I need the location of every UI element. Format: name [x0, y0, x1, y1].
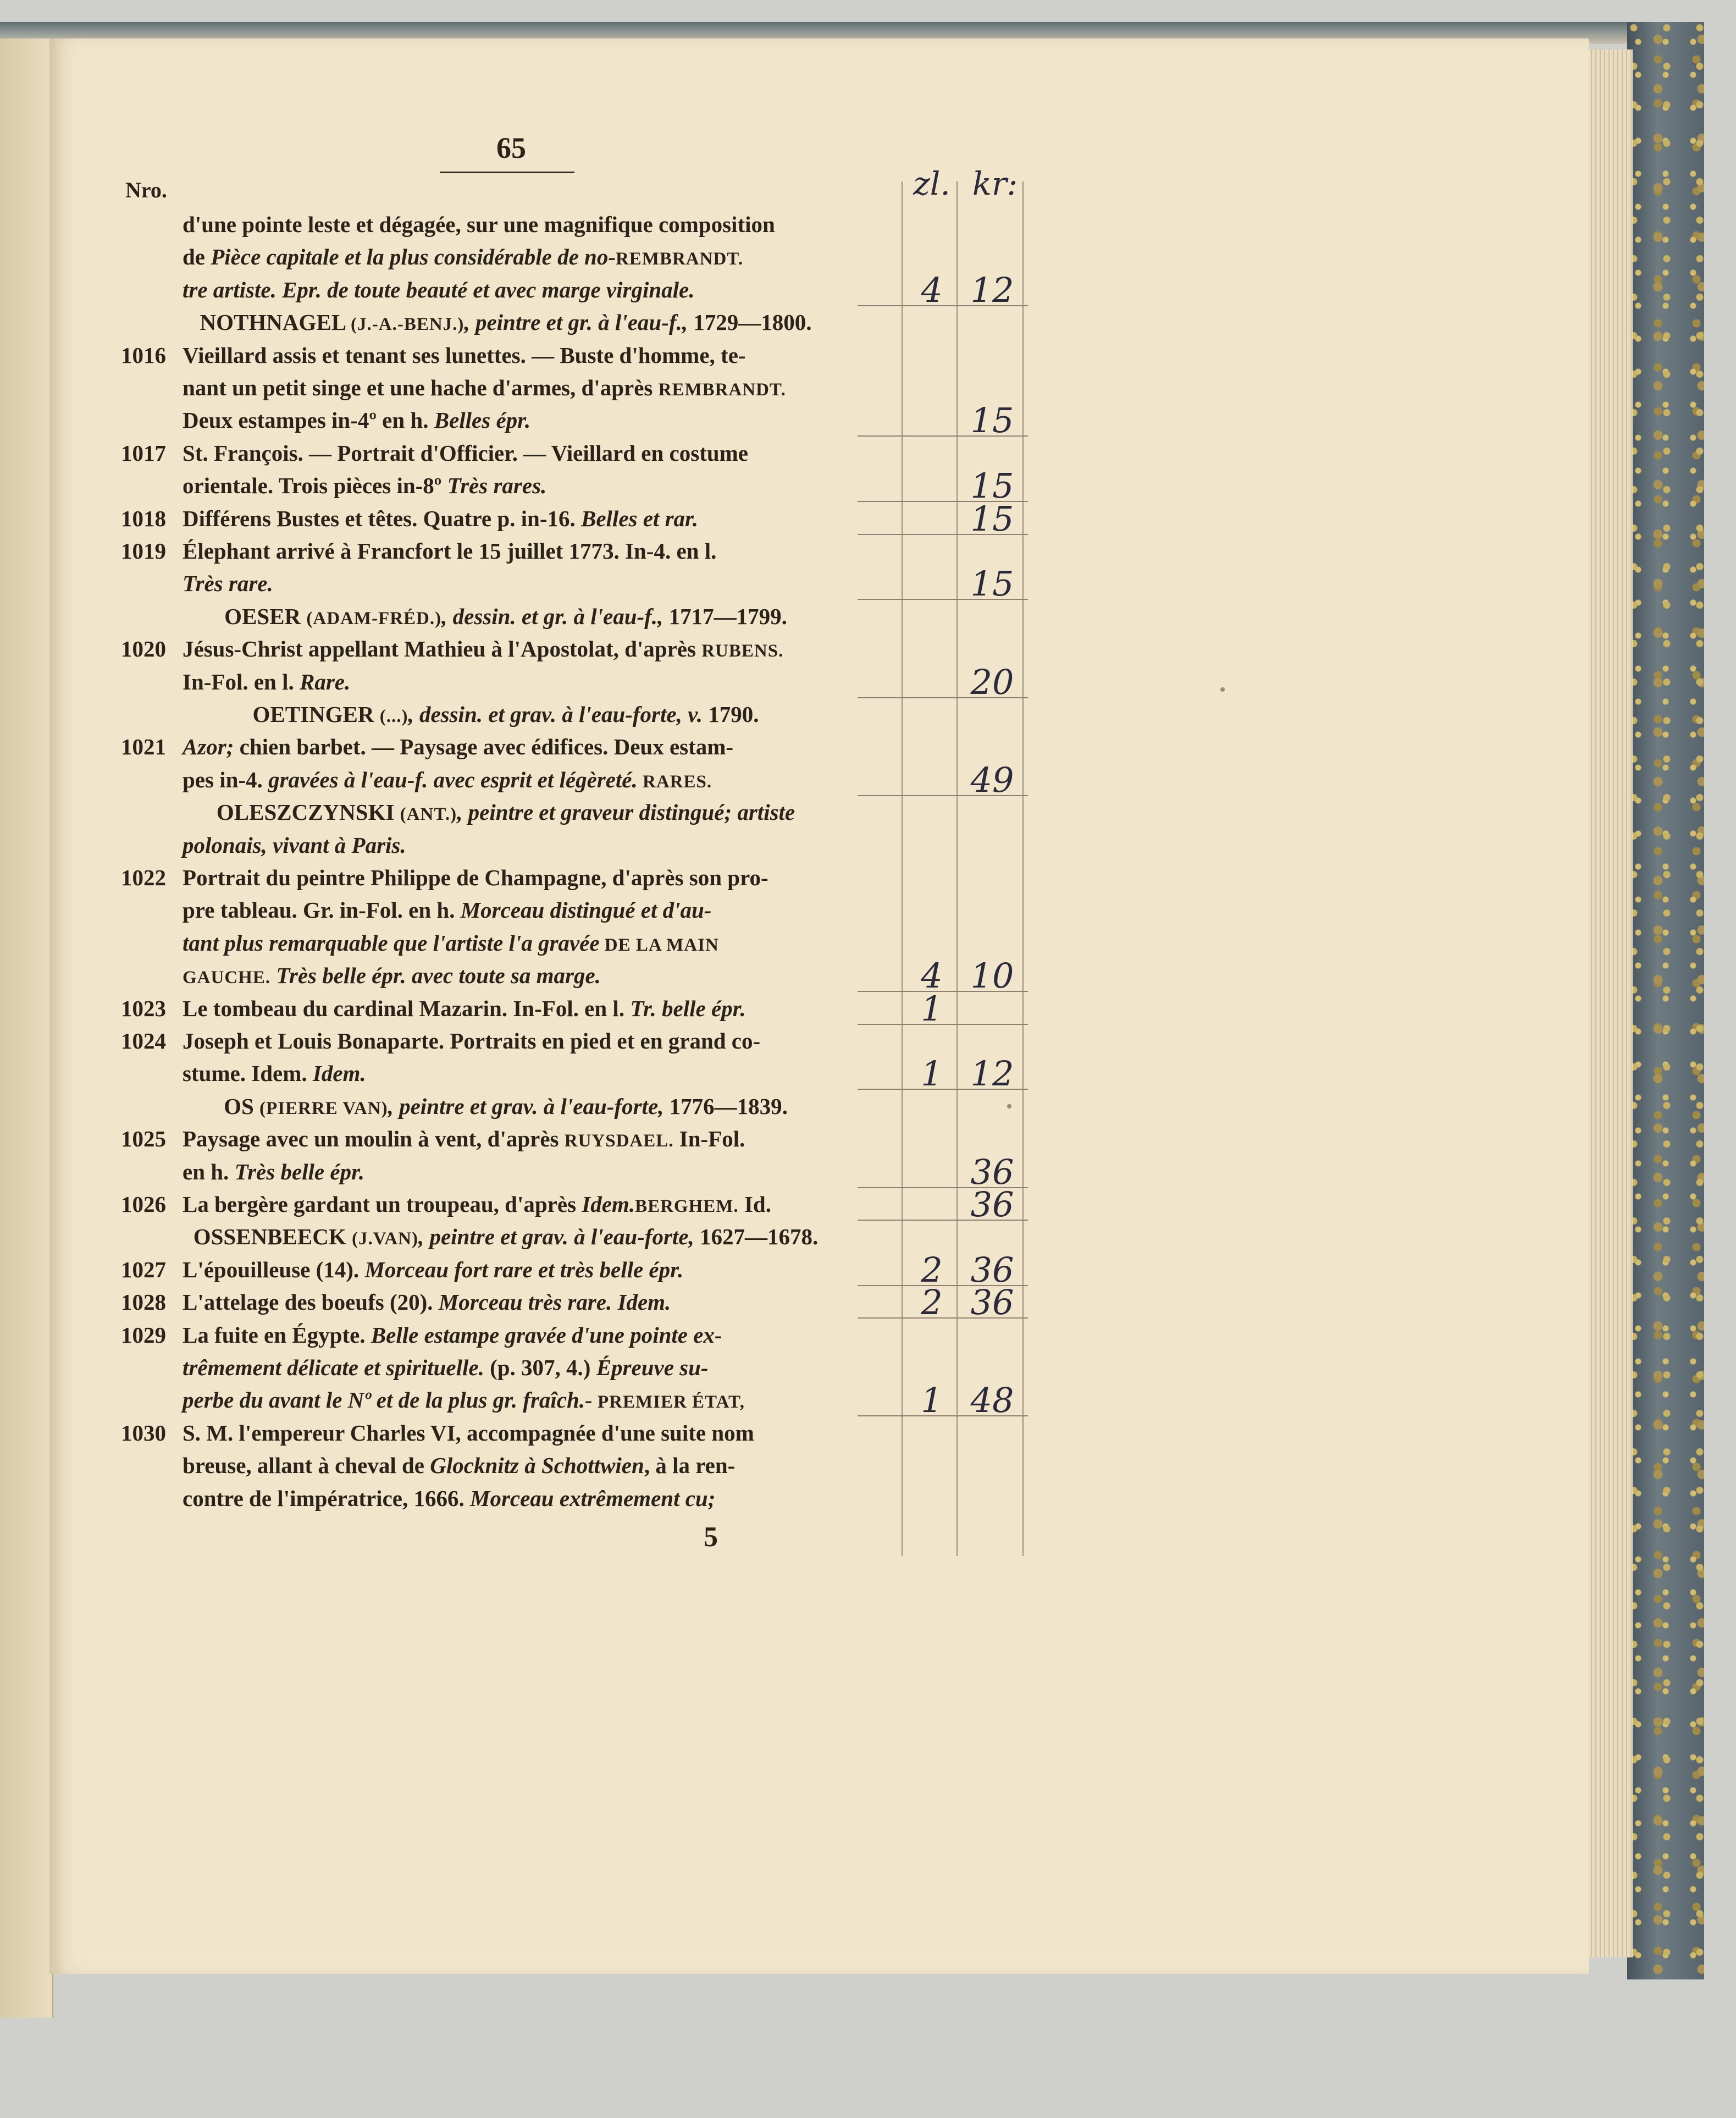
catalogue-line — [121, 1352, 891, 1383]
price-kr: 49 — [970, 759, 1014, 800]
line-text: Portrait du peintre Philippe de Champagne, d'après son pro- — [183, 865, 769, 890]
artist-dates: 1717—1799. — [663, 603, 787, 629]
catalogue-line — [121, 1385, 891, 1415]
line-text: orientale. Trois pièces in-8º — [183, 473, 447, 499]
line-small-caps: PREMIER ÉTAT, — [592, 1392, 745, 1413]
price-kr: 48 — [970, 1380, 1014, 1421]
folio-rule — [440, 172, 574, 173]
artist-dates: 1790. — [703, 702, 759, 727]
price-rule — [858, 599, 1028, 600]
ink-speck — [1007, 1104, 1011, 1108]
catalogue-line — [121, 503, 891, 534]
line-italic: tre artiste. Epr. de toute beauté et avec marge virginale. — [183, 277, 695, 302]
price-zl: 1 — [921, 988, 943, 1029]
zl-column-header: zl. — [913, 165, 950, 202]
artist-description: , peintre et gr. à l'eau-f., — [464, 310, 688, 335]
line-text: Joseph et Louis Bonaparte. Portraits en pied et en grand co- — [183, 1028, 761, 1054]
catalogue-line — [121, 928, 891, 958]
line-text: breuse, allant à cheval de — [183, 1453, 430, 1479]
artist-forenames: (ADAM-FRÉD.) — [306, 608, 442, 628]
catalogue-line — [121, 1417, 891, 1448]
price-kr: 36 — [970, 1249, 1014, 1290]
lot-number: 1027 — [121, 1256, 166, 1282]
line-text: Paysage avec un moulin à vent, d'après — [183, 1126, 565, 1152]
artist-forenames: (J.-A.-BENJ.) — [351, 315, 465, 335]
price-zl: 4 — [921, 956, 943, 996]
artist-heading — [121, 601, 891, 632]
line-text: d'une pointe leste et dégagée, sur une magnifique composition — [183, 212, 775, 237]
line-italic: Idem. — [312, 1061, 366, 1086]
kr-column-right-rule — [1022, 181, 1024, 1556]
catalogue-line — [121, 470, 891, 501]
lot-number: 1021 — [121, 734, 166, 760]
artist-description: , peintre et graveur distingué; artiste — [457, 799, 795, 825]
line-italic: Très belle épr. — [234, 1159, 365, 1184]
line-italic: Tr. belle épr. — [630, 995, 746, 1021]
catalogue-line — [121, 731, 891, 762]
price-kr: 36 — [970, 1151, 1014, 1192]
artist-name: OLESZCZYNSKI — [216, 799, 395, 825]
artist-name: OS — [224, 1093, 254, 1119]
line-text: S. M. l'empereur Charles VI, accompagnée d'une suite nom — [183, 1420, 754, 1446]
artist-heading — [121, 797, 891, 828]
artist-description: , peintre et grav. à l'eau-forte, — [388, 1093, 664, 1119]
line-italic: Belle estampe gravée d'une pointe ex- — [371, 1322, 722, 1348]
catalogue-line — [121, 1123, 891, 1154]
lot-number: 1029 — [121, 1322, 166, 1348]
line-text: L'épouilleuse (14). — [183, 1256, 365, 1282]
artist-dates: 1729—1800. — [688, 310, 812, 335]
line-small-caps: RUBENS. — [701, 641, 784, 661]
line-text: chien barbet. — Paysage avec édifices. Deux estam- — [234, 734, 734, 760]
artist-heading — [121, 1091, 891, 1122]
lot-number: 1019 — [121, 538, 166, 564]
price-rule — [858, 1220, 1028, 1221]
line-text: nant un petit singe et une hache d'armes, d'après — [183, 375, 659, 400]
catalogue-line — [121, 340, 891, 371]
catalogue-line — [121, 1025, 891, 1056]
price-rule — [858, 697, 1028, 698]
line-italic: Rare. — [300, 669, 351, 694]
price-zl: 4 — [921, 269, 943, 310]
line-small-caps: GAUCHE. — [183, 968, 271, 988]
signature-mark: 5 — [704, 1521, 718, 1553]
artist-description: , dessin. et gr. à l'eau-f., — [441, 603, 664, 629]
catalogue-line — [121, 764, 891, 795]
artist-forenames: (J.VAN) — [351, 1229, 418, 1249]
artist-heading — [121, 699, 891, 730]
line-small-caps: REMBRANDT. — [615, 249, 744, 269]
line-italic: trêmement délicate et spirituelle. — [183, 1355, 484, 1380]
lot-number: 1026 — [121, 1192, 166, 1217]
price-rule — [858, 305, 1028, 306]
artist-description: , peintre et grav. à l'eau-forte, — [418, 1224, 694, 1250]
lot-number: 1028 — [121, 1289, 166, 1315]
price-kr: 10 — [970, 956, 1014, 996]
line-text: Différens Bustes et têtes. Quatre p. in-16. — [183, 505, 581, 531]
line-italic: gravées à l'eau-f. avec esprit et légèreté. — [268, 766, 638, 792]
line-italic: Belles et rar. — [581, 505, 698, 531]
line-italic: Pièce capitale et la plus considérable de no- — [211, 244, 616, 270]
line-italic: Morceau fort rare et très belle épr. — [364, 1256, 684, 1282]
line-italic: polonais, vivant à Paris. — [183, 832, 406, 858]
catalogue-line — [121, 372, 891, 403]
lot-number: 1025 — [121, 1126, 166, 1152]
price-kr: 15 — [970, 498, 1014, 539]
catalogue-line — [121, 1254, 891, 1285]
price-kr: 12 — [970, 1054, 1014, 1094]
marbled-cover — [1627, 22, 1704, 1979]
price-zl: 2 — [921, 1249, 943, 1290]
kr-column-header: kr: — [972, 165, 1018, 202]
left-page-edge — [0, 38, 53, 2018]
catalogue-line — [121, 1287, 891, 1317]
catalogue-line — [121, 241, 891, 272]
line-text: en h. — [183, 1159, 235, 1184]
line-text: Id. — [738, 1192, 771, 1217]
line-text: Le tombeau du cardinal Mazarin. In-Fol. en l. — [183, 995, 631, 1021]
price-zl: 1 — [921, 1380, 943, 1421]
price-zl: 1 — [921, 1054, 943, 1094]
price-kr: 20 — [970, 661, 1014, 702]
artist-dates: 1776—1839. — [664, 1093, 788, 1119]
line-text: (p. 307, 4.) — [484, 1355, 596, 1380]
catalogue-line — [121, 993, 891, 1024]
line-text: , à la ren- — [644, 1453, 736, 1479]
line-text: La fuite en Égypte. — [183, 1322, 371, 1348]
line-text: In-Fol. — [673, 1126, 745, 1152]
zl-column-left-rule — [902, 181, 903, 1556]
line-italic: perbe du — [183, 1387, 263, 1413]
price-rule — [858, 795, 1028, 796]
catalogue-line — [121, 1156, 891, 1187]
catalogue-line — [121, 1483, 891, 1514]
lot-number: 1020 — [121, 636, 166, 662]
price-rule — [858, 1024, 1028, 1025]
lot-number: 1022 — [121, 865, 166, 890]
price-rule — [858, 435, 1028, 437]
nro-column-header: Nro. — [125, 178, 167, 202]
line-text: Vieillard assis et tenant ses lunettes. — Buste d'homme, te- — [183, 342, 746, 368]
line-text: pre tableau. Gr. in-Fol. en h. — [183, 897, 461, 923]
line-small-caps: RUYSDAEL. — [564, 1131, 674, 1151]
catalogue-line — [121, 438, 891, 468]
price-rule — [858, 1089, 1028, 1090]
artist-forenames: (PIERRE VAN) — [259, 1098, 388, 1118]
line-text: contre de l'impératrice, 1666. — [183, 1485, 470, 1511]
catalogue-line — [121, 633, 891, 664]
catalogue-line — [121, 274, 891, 305]
artist-heading — [121, 307, 891, 338]
catalogue-line — [121, 862, 891, 893]
line-italic: Belles épr. — [434, 407, 531, 433]
artist-name: NOTHNAGEL — [200, 310, 345, 335]
line-italic: Morceau très rare. Idem. — [438, 1289, 671, 1315]
catalogue-line — [121, 895, 891, 925]
lot-number: 1030 — [121, 1420, 166, 1446]
line-text: stume. Idem. — [183, 1061, 313, 1086]
ink-speck — [1220, 687, 1225, 692]
price-zl: 2 — [921, 1282, 943, 1323]
line-italic: Idem. — [582, 1192, 635, 1217]
catalogue-line — [121, 960, 891, 991]
artist-dates: 1627—1678. — [694, 1224, 819, 1250]
line-italic: Morceau extrêmement cu; — [469, 1485, 716, 1511]
price-rule — [858, 534, 1028, 535]
catalogue-line — [121, 1320, 891, 1350]
line-italic: tant plus remarquable que l'artiste l'a gravée — [183, 930, 600, 956]
catalogue-line — [121, 1189, 891, 1220]
price-kr: 15 — [970, 466, 1014, 506]
lot-number: 1023 — [121, 995, 166, 1021]
catalogue-line — [121, 536, 891, 566]
artist-name: OETINGER — [252, 702, 374, 727]
line-italic: Très rares. — [447, 473, 547, 499]
price-kr: 15 — [970, 400, 1014, 441]
line-text: Deux estampes in-4º en h. — [183, 407, 434, 433]
line-italic: Épreuve su- — [596, 1355, 709, 1380]
line-text: pes in-4. — [183, 766, 269, 792]
line-text: de — [183, 244, 211, 270]
lot-number: 1018 — [121, 505, 166, 531]
catalogue-line — [121, 209, 891, 240]
price-rule — [858, 1415, 1028, 1416]
price-kr: 12 — [970, 269, 1014, 310]
line-italic: Azor; — [183, 734, 234, 760]
catalogue-line — [121, 666, 891, 697]
line-text: L'attelage des boeufs (20). — [183, 1289, 439, 1315]
line-small-caps: RARES. — [637, 771, 712, 792]
catalogue-line — [121, 830, 891, 861]
line-text: In-Fol. en l. — [183, 669, 300, 694]
artist-heading — [121, 1221, 891, 1252]
artist-name: OSSENBEECK — [193, 1224, 346, 1250]
page-number: 65 — [496, 131, 526, 164]
catalogue-line — [121, 1058, 891, 1089]
line-text: St. François. — Portrait d'Officier. — Vieillard en costume — [183, 440, 749, 466]
line-small-caps: BERGHEM. — [635, 1196, 739, 1216]
page-stack-edges — [1583, 49, 1633, 1957]
line-text: Élephant arrivé à Francfort le 15 juillet 1773. In-4. en l. — [183, 538, 717, 564]
catalogue-line — [121, 568, 891, 599]
artist-forenames: (...) — [379, 707, 408, 726]
price-kr: 36 — [970, 1184, 1014, 1225]
price-kr: 15 — [970, 564, 1014, 604]
line-small-caps: REMBRANDT. — [658, 380, 786, 400]
line-italic: avant le Nº et de la plus gr. fraîch.- — [263, 1387, 593, 1413]
line-italic: Très rare. — [183, 571, 273, 597]
line-text: Jésus-Christ appellant Mathieu à l'Apostolat, d'après — [183, 636, 702, 662]
zl-kr-column-divider — [957, 181, 958, 1556]
line-italic: Glocknitz à Schottwien — [430, 1453, 644, 1479]
line-text: La bergère gardant un troupeau, d'après — [183, 1192, 582, 1217]
lot-number: 1017 — [121, 440, 166, 466]
lot-number: 1016 — [121, 342, 166, 368]
price-kr: 36 — [970, 1282, 1014, 1323]
catalogue-line — [121, 1450, 891, 1481]
line-italic: Morceau distingué et d'au- — [460, 897, 712, 923]
line-small-caps: DE LA MAIN — [599, 935, 719, 955]
price-rule — [858, 1317, 1028, 1319]
catalogue-line — [121, 405, 891, 435]
artist-forenames: (ANT.) — [400, 804, 457, 825]
artist-description: , dessin. et grav. à l'eau-forte, v. — [408, 702, 703, 727]
line-italic: Très belle épr. avec toute sa marge. — [270, 963, 601, 989]
artist-name: OESER — [224, 603, 301, 629]
lot-number: 1024 — [121, 1028, 166, 1054]
